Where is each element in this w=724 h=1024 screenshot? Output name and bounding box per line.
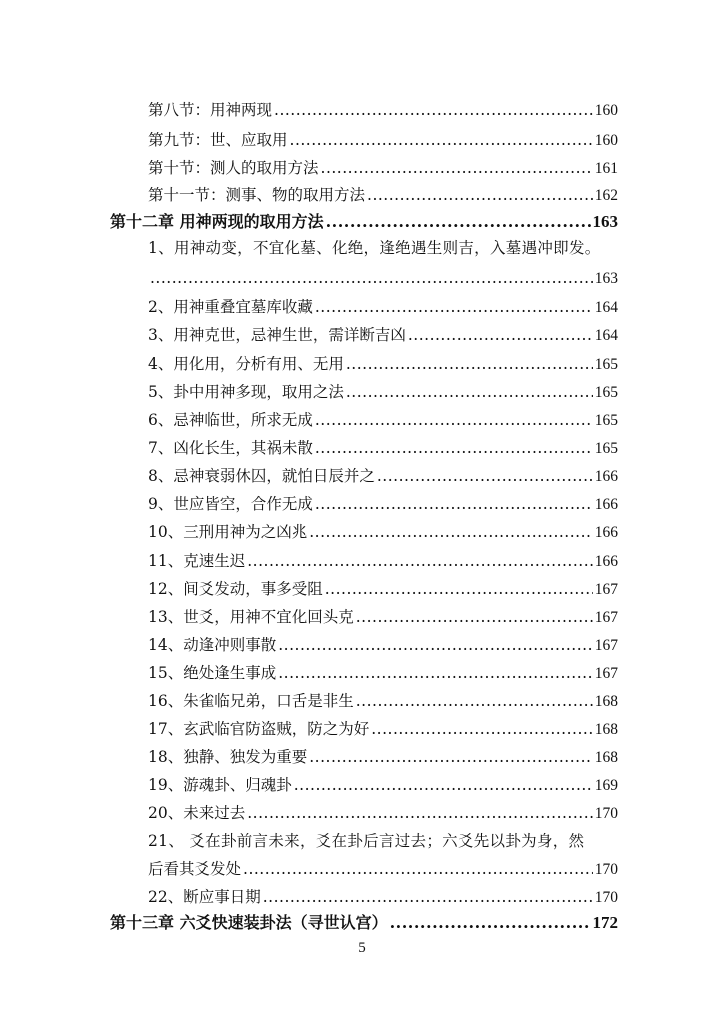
- leader-dots: [247, 801, 593, 825]
- toc-entry-page: 163: [594, 270, 618, 287]
- leader-dots: [243, 857, 593, 881]
- toc-entry-page: 168: [594, 693, 618, 710]
- leader-dots: [326, 210, 591, 234]
- toc-entry[interactable]: [148, 380, 618, 404]
- toc-entry[interactable]: [148, 156, 618, 180]
- toc-entry[interactable]: [148, 801, 618, 825]
- toc-entry[interactable]: [148, 717, 618, 741]
- toc-entry-page: 162: [594, 187, 618, 204]
- toc-entry[interactable]: [148, 857, 618, 881]
- toc-entry-page: 168: [594, 721, 618, 738]
- leader-dots: [371, 717, 593, 741]
- leader-dots: [321, 156, 593, 180]
- toc-entry[interactable]: [148, 605, 618, 629]
- leader-dots: [356, 605, 593, 629]
- toc-entry-page: 165: [594, 356, 618, 373]
- leader-dots: [346, 352, 593, 376]
- toc-entry[interactable]: [148, 295, 618, 319]
- toc-entry-title: 15、绝处逢生事成: [148, 664, 277, 682]
- leader-dots: [278, 661, 593, 685]
- leader-dots: [315, 436, 593, 460]
- toc-entry-title: 7、凶化长生，其祸未散: [148, 439, 313, 457]
- toc-entry-title: 18、独静、独发为重要: [148, 748, 308, 766]
- toc-entry-page: 168: [594, 749, 618, 766]
- leader-dots: [325, 577, 593, 601]
- toc-entry-title: 3、用神克世，忌神生世，需详断吉凶: [148, 326, 406, 344]
- toc-entry-page: 169: [594, 777, 618, 794]
- toc-entry-page: 165: [594, 384, 618, 401]
- toc-chapter-entry[interactable]: [110, 210, 618, 234]
- toc-entry-page: 167: [594, 581, 618, 598]
- leader-dots: [263, 885, 593, 909]
- leader-dots: [408, 323, 593, 347]
- toc-entry-title: 12、间爻发动，事多受阻: [148, 580, 323, 598]
- toc-entry[interactable]: [148, 577, 618, 601]
- toc-entry[interactable]: [148, 266, 618, 290]
- leader-dots: [315, 492, 593, 516]
- page-number: 5: [358, 940, 366, 956]
- leader-dots: [315, 408, 593, 432]
- toc-entry-page: 170: [594, 805, 618, 822]
- toc-entry-page: 166: [594, 553, 618, 570]
- toc-chapter-title: 第十二章 用神两现的取用方法: [110, 212, 324, 231]
- leader-dots: [346, 380, 593, 404]
- toc-chapter-page: 172: [592, 913, 618, 932]
- leader-dots: [367, 183, 593, 207]
- toc-entry[interactable]: [148, 885, 618, 909]
- toc-entry-page: 170: [594, 889, 618, 906]
- toc-entry[interactable]: [148, 183, 618, 207]
- leader-dots: [150, 266, 593, 290]
- leader-dots: [290, 128, 593, 152]
- leader-dots: [274, 98, 593, 122]
- toc-entry-page: 160: [594, 132, 618, 149]
- toc-entry-wrapped-line[interactable]: 1、用神动变，不宜化墓、化绝，逢绝遇生则吉，入墓遇冲即发。: [148, 239, 601, 257]
- toc-entry-page: 164: [594, 327, 618, 344]
- toc-entry-title: 5、卦中用神多现，取用之法: [148, 383, 344, 401]
- toc-entry-page: 160: [594, 102, 618, 119]
- toc-entry-title: 第十节：测人的取用方法: [148, 159, 319, 177]
- leader-dots: [278, 633, 593, 657]
- toc-entry-page: 170: [594, 861, 618, 878]
- toc-entry-title: 第九节：世、应取用: [148, 131, 288, 149]
- leader-dots: [390, 911, 591, 935]
- toc-entry-title: 4、用化用，分析有用、无用: [148, 355, 344, 373]
- leader-dots: [309, 520, 593, 544]
- toc-entry[interactable]: [148, 128, 618, 152]
- toc-chapter-page: 163: [592, 212, 618, 231]
- toc-entry-page: 164: [594, 299, 618, 316]
- toc-entry[interactable]: [148, 323, 618, 347]
- toc-entry-page: 167: [594, 665, 618, 682]
- toc-entry-title: 后看其爻发处: [148, 860, 242, 878]
- toc-entry-title: 6、忌神临世，所求无成: [148, 411, 313, 429]
- toc-entry-page: 167: [594, 637, 618, 654]
- toc-entry-title: 10、三刑用神为之凶兆: [148, 523, 308, 541]
- leader-dots: [247, 549, 593, 573]
- toc-chapter-entry[interactable]: [110, 911, 618, 935]
- toc-entry-page: 161: [594, 160, 618, 177]
- toc-entry-title: 9、世应皆空，合作无成: [148, 495, 313, 513]
- toc-entry-title: 22、断应事日期: [148, 888, 261, 906]
- toc-entry-page: 166: [594, 524, 618, 541]
- toc-entry[interactable]: [148, 633, 618, 657]
- toc-entry-title: 第十一节：测事、物的取用方法: [148, 186, 366, 204]
- leader-dots: [309, 745, 593, 769]
- toc-entry-title: 14、动逢冲则事散: [148, 636, 277, 654]
- toc-entry[interactable]: [148, 492, 618, 516]
- toc-entry[interactable]: [148, 436, 618, 460]
- toc-entry-page: 166: [594, 496, 618, 513]
- toc-entry-title: 16、朱雀临兄弟，口舌是非生: [148, 692, 354, 710]
- toc-entry[interactable]: [148, 549, 618, 573]
- toc-entry[interactable]: [148, 352, 618, 376]
- leader-dots: [356, 689, 593, 713]
- toc-entry[interactable]: [148, 408, 618, 432]
- leader-dots: [294, 773, 593, 797]
- toc-entry-title: 第八节：用神两现: [148, 101, 273, 119]
- toc-entry[interactable]: [148, 773, 618, 797]
- toc-entry-page: 167: [594, 609, 618, 626]
- toc-entry-title: 2、用神重叠宜墓库收藏: [148, 298, 313, 316]
- toc-entry-title: 11、克速生迟: [148, 552, 246, 570]
- leader-dots: [315, 295, 593, 319]
- toc-entry[interactable]: [148, 745, 618, 769]
- toc-entry-wrapped-line[interactable]: 21、 爻在卦前言未来，爻在卦后言过去；六爻先以卦为身，然: [148, 832, 585, 850]
- toc-entry[interactable]: [148, 520, 618, 544]
- toc-entry[interactable]: [148, 464, 618, 488]
- toc-entry-title: 13、世爻，用神不宜化回头克: [148, 608, 354, 626]
- toc-entry-title: 8、忌神衰弱休囚，就怕日辰并之: [148, 467, 375, 485]
- toc-entry-page: 165: [594, 440, 618, 457]
- toc-entry-title: 19、游魂卦、归魂卦: [148, 776, 292, 794]
- toc-entry-title: 17、玄武临官防盗贼，防之为好: [148, 720, 370, 738]
- leader-dots: [377, 464, 593, 488]
- toc-entry-title: 20、未来过去: [148, 804, 246, 822]
- toc-entry-page: 165: [594, 412, 618, 429]
- toc-entry[interactable]: [148, 661, 618, 685]
- toc-entry-page: 166: [594, 468, 618, 485]
- toc-entry[interactable]: [148, 689, 618, 713]
- toc-entry[interactable]: [148, 98, 618, 122]
- toc-chapter-title: 第十三章 六爻快速装卦法（寻世认宫）: [110, 913, 388, 932]
